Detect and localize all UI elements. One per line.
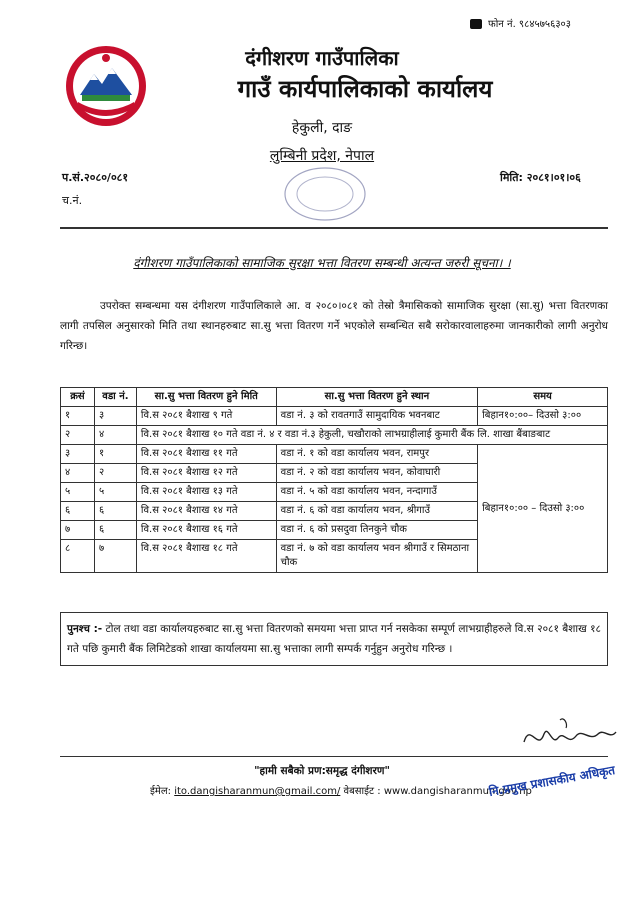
body-text: उपरोक्त सम्बन्धमा यस दंगीशरण गाउँपालिकाले आ. व २०८०।०८१ को तेस्रो त्रैमासिकको सामाजिक सुरक्षा (सा.सु) भत्ता वितरणका लागी तपसिल अनुसारको मिति तथा स्थानहरुबाट सा.सु भत्ता वितरण गर्ने भएकोले सम्बन्धित सबै सरोकारवालाहरुमा जानकारीको लागी अनुरोध गरिन्छ। (60, 300, 608, 352)
email-label: ईमेल: (150, 786, 172, 797)
phone-number (470, 16, 571, 30)
notice-body (60, 296, 608, 356)
table-cell: वि.स २०८१ बैशाख १८ गते (136, 540, 276, 573)
table-cell: वडा नं. ६ को प्रसदुवा तिनकुने चौक (276, 521, 478, 540)
table-cell: वडा नं. १ को वडा कार्यालय भवन, रामपुर (276, 445, 478, 464)
footer-divider (60, 756, 608, 757)
telephone-icon (470, 19, 482, 29)
notice-subject: दंगीशरण गाउँपालिकाको सामाजिक सुरक्षा भत्ता वितरण सम्बन्धी अत्यन्त जरुरी सूचना। । (133, 256, 511, 270)
header-divider (60, 227, 608, 229)
table-cell: ६ (61, 502, 95, 521)
footer-motto: "हामी सबैको प्रण:समृद्ध दंगीशरण" (254, 765, 390, 777)
table-cell: १ (61, 407, 95, 426)
table-cell: ८ (61, 540, 95, 573)
address-line-1: हेकुली, दाङ (291, 120, 353, 136)
table-cell: ७ (61, 521, 95, 540)
postscript-note (60, 612, 608, 666)
table-row (61, 445, 608, 464)
reference-number: प.सं.२०८०/०८१ (62, 171, 129, 184)
table-cell: वि.स २०८१ बैशाख १० गते वडा नं. ४ र वडा नं.३ हेकुली, चखौराको लाभग्राहीलाई कुमारी बैंक लि. शाखा बैंबाङबाट (136, 426, 607, 445)
table-cell: वि.स २०८१ बैशाख १४ गते (136, 502, 276, 521)
table-cell: वि.स २०८१ बैशाख १३ गते (136, 483, 276, 502)
table-cell: ४ (94, 426, 136, 445)
col-header: वडा नं. (94, 388, 136, 407)
table-cell: वडा नं. ५ को वडा कार्यालय भवन, नन्दागाउँ (276, 483, 478, 502)
table-cell: वि.स २०८१ बैशाख ९ गते (136, 407, 276, 426)
note-label: पुनश्च :- (67, 623, 103, 635)
table-cell: वि.स २०८१ बैशाख १२ गते (136, 464, 276, 483)
table-cell: ६ (94, 502, 136, 521)
website-label: वेबसाईट : (343, 786, 381, 797)
distribution-schedule-table (60, 387, 608, 573)
table-cell: ६ (94, 521, 136, 540)
table-cell: ३ (94, 407, 136, 426)
table-header-row (61, 388, 608, 407)
table-row (61, 407, 608, 426)
website-link[interactable]: www.dangisharanmun.gov.np (383, 786, 532, 797)
municipality-name: दंगीशरण गाउँपालिका (245, 46, 399, 70)
table-cell: वि.स २०८१ बैशाख ११ गते (136, 445, 276, 464)
footer-contact (150, 783, 532, 797)
phone-text: फोन नं. ९८४५७५६३०३ (488, 19, 571, 30)
table-cell: ५ (61, 483, 95, 502)
note-text: टोल तथा वडा कार्यालयहरुबाट सा.सु भत्ता वितरणको समयमा भत्ता प्राप्त गर्न नसकेका सम्पूर्ण लाभग्राहीहरुले वि.स २०८१ बैशाख १८ गते पछि कुमारी बैंक लिमिटेडको शाखा कार्यालयमा सा.सु भत्ताका लागी सम्पर्क गर्नुहुन अनुरोध गरिन्छ । (67, 623, 601, 655)
table-cell: वडा नं. २ को वडा कार्यालय भवन, कोवाघारी (276, 464, 478, 483)
table-cell: ४ (61, 464, 95, 483)
table-cell: २ (94, 464, 136, 483)
col-header: क्रसं (61, 388, 95, 407)
table-cell: वडा नं. ६ को वडा कार्यालय भवन, श्रीगाउँ (276, 502, 478, 521)
table-cell: वडा नं. ७ को वडा कार्यालय भवन श्रीगाउँ र सिमठाना चौक (276, 540, 478, 573)
table-cell: वि.स २०८१ बैशाख १६ गते (136, 521, 276, 540)
notice-date: मिति: २०८१।०१।०६ (500, 171, 581, 184)
office-name: गाउँ कार्यपालिकाको कार्यालय (237, 75, 493, 103)
dispatch-number: च.नं. (62, 194, 83, 207)
table-cell: १ (94, 445, 136, 464)
table-cell: वडा नं. ३ को रावतगाउँ सामुदायिक भवनबाट (276, 407, 478, 426)
col-header: समय (478, 388, 608, 407)
col-header: सा.सु भत्ता वितरण हुने स्थान (276, 388, 478, 407)
handwritten-signature (520, 712, 620, 762)
office-seal (270, 164, 380, 224)
table-cell: बिहान१०:००– दिउसो ३:०० (478, 407, 608, 426)
table-cell-merged-time: बिहान१०:०० – दिउसो ३:०० (478, 445, 608, 573)
table-cell: २ (61, 426, 95, 445)
col-header: सा.सु भत्ता वितरण हुने मिति (136, 388, 276, 407)
address-line-2: लुम्बिनी प्रदेश, नेपाल (269, 148, 375, 164)
table-cell: ५ (94, 483, 136, 502)
officer-stamp: नि.प्रमुख प्रशासकीय अधिकृत (487, 763, 617, 799)
table-cell: ७ (94, 540, 136, 573)
table-row (61, 426, 608, 445)
table-cell: ३ (61, 445, 95, 464)
email-link[interactable]: ito.dangisharanmun@gmail.com/ (174, 786, 341, 797)
